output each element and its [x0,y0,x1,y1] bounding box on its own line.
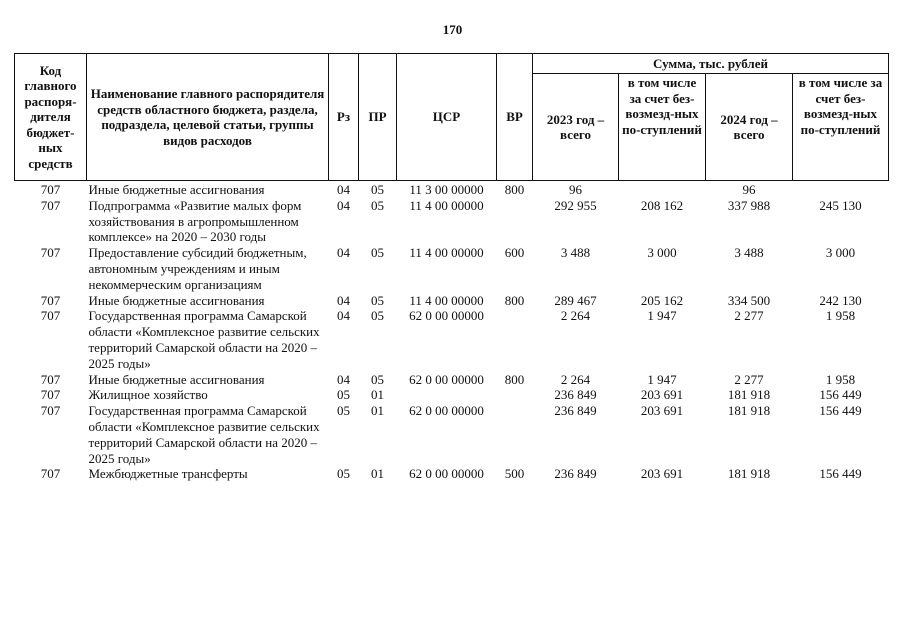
cell-pr: 01 [371,387,384,403]
budget-table [14,53,889,482]
cell-rz: 05 [337,403,350,419]
page-number: 170 [442,22,463,37]
cell-rz: 04 [337,371,350,387]
cell-pr: 01 [371,403,384,419]
cell-code: 707 [40,197,61,213]
header-2024-free: в том числе за счет без-возмезд-ных по-ступлений [793,74,889,181]
cell-pr: 05 [371,308,384,324]
table-row [15,403,889,466]
cell-pr: 05 [371,292,384,308]
cell-csr: 11 4 00 00000 [409,292,484,308]
header-2023-total: 2023 год – всего [533,74,619,181]
cell-2024-free: 245 130 [819,197,862,213]
cell-csr: 11 4 00 00000 [409,245,484,261]
cell-2024-free: 156 449 [819,403,862,419]
cell-name: Иные бюджетные ассигнования [88,292,265,308]
cell-2024-total: 3 488 [734,245,764,261]
cell-pr: 05 [371,371,384,387]
table-row [15,293,889,309]
cell-2023-free: 1 947 [647,371,677,387]
cell-name: Государственная программа Самарской области «Комплексное развитие сельских территорий Самарской области на 2020 – 2025 годы» [88,403,320,466]
cell-vr: 800 [504,182,525,197]
cell-csr: 11 3 00 00000 [409,182,484,197]
cell-rz: 04 [337,245,350,261]
cell-code: 707 [40,466,61,482]
cell-pr: 05 [371,197,384,213]
cell-2023-free: 203 691 [640,403,684,419]
cell-pr: 01 [371,466,384,482]
cell-code: 707 [40,182,61,197]
cell-vr [497,198,533,245]
cell-2023-free [619,181,706,198]
cell-vr [497,403,533,466]
cell-rz: 04 [337,197,350,213]
header-2024-total: 2024 год – всего [706,74,793,181]
header-csr: ЦСР [397,54,497,181]
cell-2024-total: 96 [742,182,756,197]
cell-name: Иные бюджетные ассигнования [88,182,265,197]
cell-pr: 05 [371,245,384,261]
cell-2023-total: 236 849 [554,466,597,482]
cell-2024-total: 337 988 [727,197,771,213]
cell-2023-total: 2 264 [560,371,591,387]
header-pr: ПР [359,54,397,181]
table-body [15,181,889,483]
cell-rz: 04 [337,308,350,324]
table-row [15,466,889,482]
cell-code: 707 [40,308,61,324]
cell-2023-free: 203 691 [640,466,684,482]
cell-2024-free: 156 449 [819,387,862,403]
cell-code: 707 [40,245,61,261]
cell-csr: 11 4 00 00000 [409,197,484,213]
cell-2024-free [793,181,889,198]
cell-2023-total: 289 467 [554,292,597,308]
header-2023-free: в том числе за счет без-возмезд-ных по-ступлений [619,74,706,181]
header-rz: Рз [329,54,359,181]
cell-2024-free: 1 958 [825,371,856,387]
cell-2024-total: 334 500 [727,292,771,308]
cell-csr [397,387,497,403]
header-name: Наименование главного распорядителя средств областного бюджета, раздела, подраздела, целевой статьи, группы видов расходов [87,54,329,181]
cell-code: 707 [40,292,61,308]
cell-vr [497,308,533,371]
cell-vr [497,387,533,403]
table-header [15,54,889,181]
cell-rz: 05 [337,466,350,482]
cell-vr: 600 [504,245,525,261]
cell-2023-free: 3 000 [647,245,677,261]
cell-2023-free: 1 947 [647,308,677,324]
cell-2023-total: 96 [569,182,582,197]
cell-name: Государственная программа Самарской области «Комплексное развитие сельских территорий Самарской области на 2020 – 2025 годы» [88,308,320,371]
cell-name: Подпрограмма «Развитие малых форм хозяйствования в агропромышленном комплексе» на 2020 – 2030 годы [88,197,302,245]
cell-rz: 04 [337,292,350,308]
cell-csr: 62 0 00 00000 [409,308,484,324]
table-row [15,198,889,245]
cell-2024-total: 181 918 [727,403,771,419]
cell-code: 707 [40,371,61,387]
cell-2024-free: 242 130 [819,292,862,308]
cell-2024-total: 2 277 [734,371,764,387]
cell-vr: 800 [504,292,525,308]
cell-name: Жилищное хозяйство [88,387,208,403]
cell-csr: 62 0 00 00000 [409,466,484,482]
cell-2023-total: 3 488 [560,245,591,261]
cell-2023-free: 208 162 [640,197,684,213]
cell-2023-free: 205 162 [640,292,684,308]
cell-rz: 05 [337,387,350,403]
cell-2023-total: 236 849 [554,403,597,419]
cell-2024-free: 3 000 [825,245,856,261]
cell-csr: 62 0 00 00000 [409,371,484,387]
cell-2024-total: 181 918 [727,387,771,403]
cell-2024-free: 156 449 [819,466,862,482]
header-vr: ВР [497,54,533,181]
cell-2024-total: 181 918 [727,466,771,482]
cell-2023-total: 292 955 [554,197,597,213]
header-sum: Сумма, тыс. рублей [533,54,889,74]
cell-name: Межбюджетные трансферты [88,466,248,482]
cell-2024-free: 1 958 [825,308,856,324]
cell-vr: 800 [504,371,525,387]
cell-name: Предоставление субсидий бюджетным, автономным учреждениям и иным некоммерческим организациям [88,245,307,292]
table-row [15,308,889,371]
cell-rz: 04 [337,182,350,197]
table-row [15,372,889,388]
cell-2023-total: 2 264 [560,308,591,324]
cell-2023-free: 203 691 [640,387,684,403]
cell-2024-total: 2 277 [734,308,764,324]
cell-2023-total: 236 849 [554,387,597,403]
cell-vr: 500 [504,466,525,482]
table-row [15,387,889,403]
cell-csr: 62 0 00 00000 [409,403,484,419]
cell-code: 707 [40,387,61,403]
cell-pr: 05 [371,182,384,197]
cell-name: Иные бюджетные ассигнования [88,371,265,387]
cell-code: 707 [40,403,61,419]
header-code: Код главного распоря-дителя бюджет-ных средств [15,54,87,181]
table-row [15,245,889,292]
table-row [15,181,889,198]
